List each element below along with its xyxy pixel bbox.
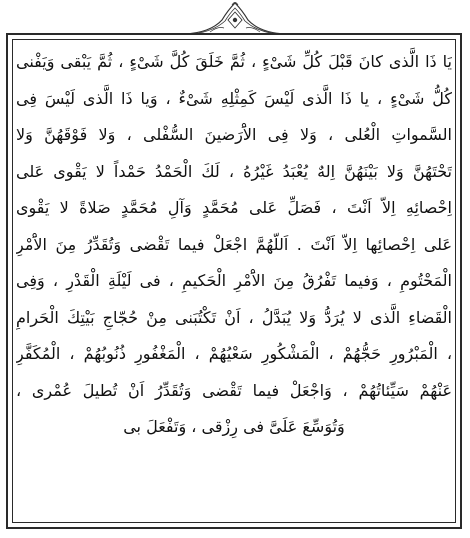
text-line: اِحْصائِهِ اِلاّ اَنْتَ ، فَصَلِّ عَلى مُحَمَّدٍ وَآلِ مُحَمَّدٍ صَلاةً لا يَقْوى — [16, 198, 452, 217]
text-line: كُلُّ شَىْءٍ ، يا ذَا الَّذى لَيْسَ كَمِثْلِهِ شَىْءٌ ، وَيا ذَا الَّذى لَيْسَ فِى — [16, 88, 452, 108]
prayer-text-body — [16, 44, 452, 520]
text-line: عَنْهُمْ سَيِّئاتُهُمْ ، وَاجْعَلْ فيما تَقْضى وَتُقَدِّرُ اَنْ تُطيلَ عُمْرى ، — [16, 380, 452, 400]
text-line: الْقَضاءِ الَّذى لا يُرَدُّ وَلا يُبَدَّلُ ، اَنْ تَكْتُبَنى مِنْ حُجّاجِ بَيْتِكَ الْحَرامِ — [16, 307, 452, 327]
text-line: وَتُوَسِّعَ عَلَىَّ فى رِزْقى ، وَتَفْعَلَ بى — [123, 417, 345, 436]
text-line: السَّمواتِ الْعُلى ، وَلا فِى الاَْرَضينَ السُّفْلى ، وَلا فَوْقَهُنَّ وَلا — [16, 125, 452, 144]
text-line: ، الْمَبْرُورِ حَجُّهُمْ ، الْمَشْكُورِ سَعْيُهُمْ ، الْمَغْفُورِ ذُنُوبُهُمْ ، الْمُكَفَّرِ — [16, 344, 452, 363]
text-line: تَحْتَهُنَّ وَلا بَيْنَهُنَّ اِلهٌ يُعْبَدُ غَيْرُهُ ، لَكَ الْحَمْدُ حَمْداً لا يَقْوى عَلى — [16, 161, 452, 181]
text-line: يَا ذَا الَّذى كانَ قَبْلَ كُلِّ شَىْءٍ ، ثُمَّ خَلَقَ كُلَّ شَىْءٍ ، ثُمَّ يَبْقى وَيَفْنى — [16, 52, 452, 71]
text-line: الْمَحْتُومِ ، وَفيما تَفْرُقُ مِنَ الاَْمْرِ الْحَكيمِ ، فى لَيْلَةِ الْقَدْرِ ، وَفِى — [16, 271, 452, 290]
text-line: عَلى اِحْصائِها اِلاّ اَنْتَ . اَللّهُمَّ اجْعَلْ فيما تَقْضى وَتُقَدِّرُ مِنَ الاَْمْرِ — [16, 234, 452, 254]
